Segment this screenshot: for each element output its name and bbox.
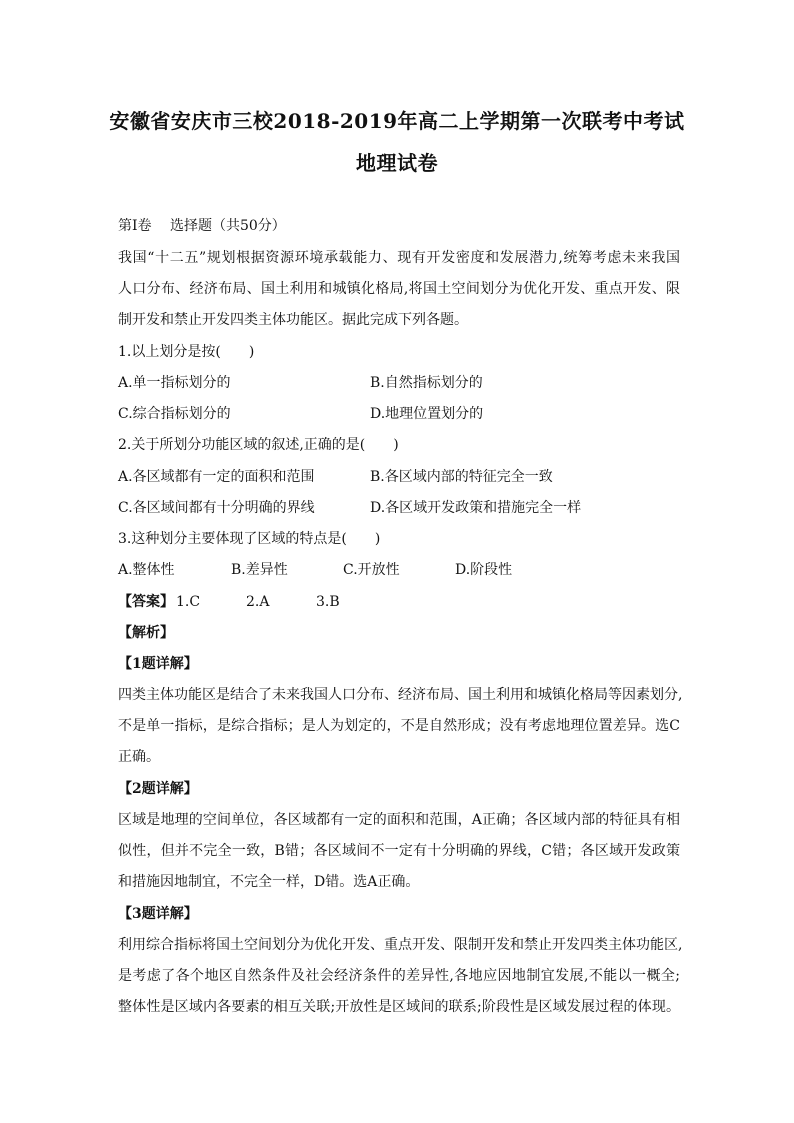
section-label: 第Ⅰ卷 选择题（共50分） — [118, 218, 286, 234]
question-3-option-b: B.差异性 — [231, 562, 288, 578]
intro-line-2: 人口分布、经济布局、国土利用和城镇化格局,将国土空间划分为优化开发、重点开发、限 — [118, 281, 680, 297]
detail-2-label: 【2题详解】 — [118, 781, 198, 797]
detail-3-line-2: 是考虑了各个地区自然条件及社会经济条件的差异性,各地应因地制宜发展,不能以一概全; — [118, 968, 680, 984]
question-3-option-c: C.开放性 — [343, 562, 400, 578]
detail-3-line-1: 利用综合指标将国土空间划分为优化开发、重点开发、限制开发和禁止开发四类主体功能区, — [118, 937, 683, 953]
answer-label: 【答案】 — [118, 594, 174, 610]
question-1-option-b: B.自然指标划分的 — [370, 375, 483, 391]
question-3-stem: 3.这种划分主要体现了区域的特点是( ) — [118, 531, 381, 547]
question-2-option-b: B.各区域内部的特征完全一致 — [370, 469, 553, 485]
question-1-option-d: D.地理位置划分的 — [370, 406, 484, 422]
detail-2-line-1: 区域是地理的空间单位，各区域都有一定的面积和范围，A正确；各区域内部的特征具有相 — [118, 812, 680, 828]
detail-3-label: 【3题详解】 — [118, 906, 198, 922]
detail-1-label: 【1题详解】 — [118, 656, 198, 672]
intro-line-1: 我国“十二五”规划根据资源环境承载能力、现有开发密度和发展潜力,统筹考虑未来我国 — [118, 250, 680, 266]
question-3-option-d: D.阶段性 — [455, 562, 513, 578]
detail-1-line-2: 不是单一指标，是综合指标；是人为划定的，不是自然形成；没有考虑地理位置差异。选C — [118, 718, 680, 734]
question-1-stem: 1.以上划分是按( ) — [118, 344, 255, 360]
question-2-option-d: D.各区域开发政策和措施完全一样 — [370, 500, 582, 516]
answer-1: 1.C — [176, 594, 201, 610]
question-3-option-a: A.整体性 — [118, 562, 175, 578]
question-1-option-c: C.综合指标划分的 — [118, 406, 231, 422]
detail-2-line-2: 似性，但并不完全一致，B错；各区域间不一定有十分明确的界线，C错；各区域开发政策 — [118, 843, 680, 859]
detail-1-line-1: 四类主体功能区是结合了未来我国人口分布、经济布局、国土利用和城镇化格局等因素划分, — [118, 687, 683, 703]
answer-3: 3.B — [316, 594, 340, 610]
intro-line-3: 制开发和禁止开发四类主体功能区。据此完成下列各题。 — [118, 312, 468, 328]
question-2-option-c: C.各区域间都有十分明确的界线 — [118, 500, 315, 516]
question-1-option-a: A.单一指标划分的 — [118, 375, 231, 391]
answer-2: 2.A — [246, 594, 270, 610]
analysis-label: 【解析】 — [118, 625, 174, 641]
document-subtitle: 地理试卷 — [356, 151, 438, 175]
document-title: 安徽省安庆市三校2018-2019年高二上学期第一次联考中考试 — [109, 109, 685, 133]
question-2-stem: 2.关于所划分功能区域的叙述,正确的是( ) — [118, 437, 399, 453]
question-2-option-a: A.各区域都有一定的面积和范围 — [118, 469, 315, 485]
detail-1-line-3: 正确。 — [118, 749, 160, 765]
detail-3-line-3: 整体性是区域内各要素的相互关联;开放性是区域间的联系;阶段性是区域发展过程的体现。 — [118, 999, 680, 1015]
detail-2-line-3: 和措施因地制宜，不完全一样，D错。选A正确。 — [118, 874, 420, 890]
